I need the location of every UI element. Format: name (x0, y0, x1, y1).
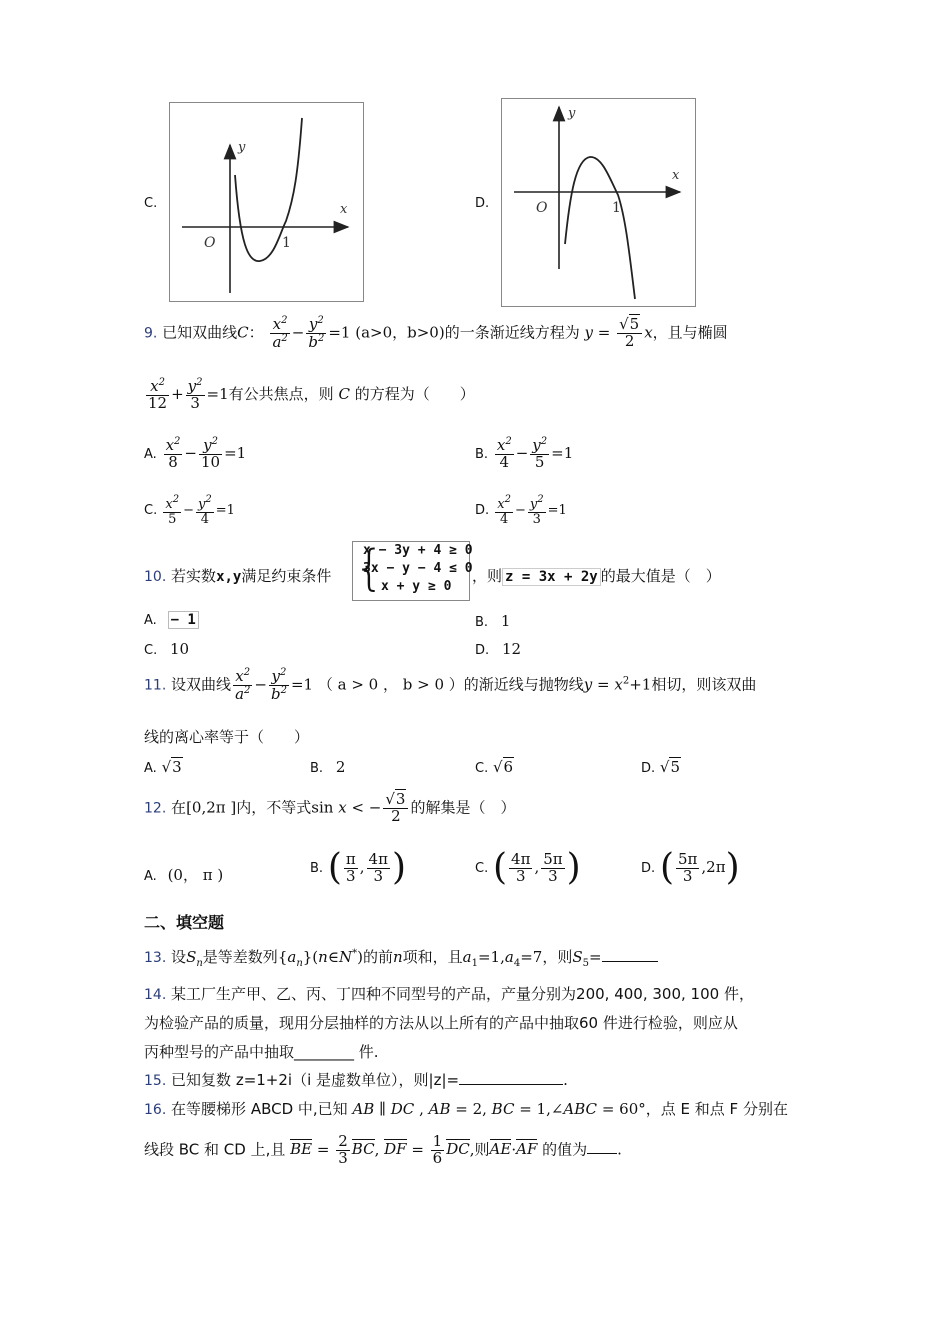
q11-condition: （ a > 0 ， b > 0 ）的渐近线与抛物线 (317, 675, 584, 694)
question-13: 13. 设$S_n$是等差数列$\{a_n\}(n\in N^*)$的前n项和，且$a_1=1,a_4=7$，则$S_5=$ (144, 946, 658, 969)
question-12: 12. 在[0,2π ]内，不等式sin x < − $\frac{√3}{2}$ 的解集是（ ） (144, 790, 516, 825)
q11-option-a[interactable]: A. √3 (144, 758, 182, 776)
question-15 (144, 1069, 568, 1090)
q9-option-a[interactable]: A. $\frac{x^2}{8}$ − $\frac{y^2}{10}$ =1 (144, 436, 247, 471)
curve-d (565, 157, 635, 299)
q9-text2: ，且与椭圆 (652, 323, 728, 342)
q11-frac-y: $\frac{y^2}{b^2}$ (270, 667, 287, 703)
q12-interval: [0,2π ] (186, 798, 237, 817)
q9-b-dx: 4 (499, 452, 510, 471)
q12-c-frac1 (509, 849, 532, 885)
q12-c-bd: 3 (548, 866, 558, 885)
q12-d-frac1 (676, 849, 699, 885)
q10-option-b-label: B. (475, 615, 489, 630)
q9-text3: 有公共焦点，则 (228, 384, 334, 403)
q16-text2: 点 E 和点 F 分别在 (660, 1100, 788, 1118)
q16-frac1: $\frac{2}{3}$ (338, 1132, 348, 1167)
q9-b-ny: y (532, 436, 541, 454)
q9-a-ny: y (203, 436, 212, 454)
q12-b-b: 4π (368, 849, 388, 868)
q14-line3: 丙种型号的产品中抽取________ 件. (144, 1043, 379, 1061)
q9-a-dy: 10 (201, 452, 221, 471)
question-14 (144, 983, 754, 1004)
graph-c-x: x (340, 202, 348, 217)
q8-graph-d (501, 98, 696, 307)
q9-c-dy: 4 (200, 511, 209, 527)
q10-option-d[interactable] (475, 640, 521, 658)
q9-ellipse-x: $\frac{x^2}{12}$ (148, 377, 168, 412)
q10-text1: 若实数 (171, 567, 217, 585)
q9-text4: 的方程为（ ） (354, 384, 475, 403)
q9-asymptote-frac: $\frac{√5}{2}$ (617, 317, 642, 350)
q16-line2c: 的值为 (542, 1140, 588, 1159)
graph-c-one: 1 (282, 235, 291, 251)
q12-c-ad: 3 (515, 866, 526, 885)
q16-text1: 在等腰梯形 ABCD 中,已知 (171, 1100, 348, 1118)
q15-number: 15. (144, 1073, 167, 1089)
q10-option-d-label: D. (475, 643, 490, 658)
q11-frac-x: $\frac{x^2}{a^2}$ (235, 667, 251, 703)
q12-b-ad: 3 (346, 866, 356, 885)
q9-option-c[interactable]: C. $\frac{x^2}{5}$ − $\frac{y^2}{4}$ =1 (144, 494, 235, 527)
q16-line2a: 线段 BC 和 CD 上,且 (144, 1140, 286, 1159)
q10-text4: 的最大值是（ ） (600, 567, 721, 585)
q12-b-bd: 3 (373, 866, 383, 885)
q9-text: 已知双曲线 (162, 323, 238, 342)
q8-option-d-label: D. (475, 196, 490, 211)
q9-option-d-label: D. (475, 503, 490, 519)
graph-c-origin: O (204, 235, 216, 251)
q10-constraints (352, 540, 473, 601)
graph-d-svg (502, 99, 695, 306)
q10-option-b[interactable] (475, 612, 510, 630)
q8-option-c-label: C. (144, 196, 158, 211)
q9-b-fy: $\frac{y^2}{5}$ (532, 436, 548, 471)
q16-number: 16. (144, 1102, 167, 1118)
q9-colon: ： (248, 323, 264, 342)
q11-text2: 相切，则该双曲 (651, 675, 757, 694)
q9-d-ny: y (529, 497, 538, 512)
q9-option-c-label: C. (144, 503, 158, 519)
q10-vars: x,y (216, 569, 242, 585)
q12-frac: $\frac{√3}{2}$ (383, 792, 408, 825)
q12-c-frac2 (541, 849, 564, 885)
section-title: 二、填空题 (144, 913, 225, 932)
q12-text3: 的解集是（ ） (410, 798, 516, 817)
graph-d-one: 1 (612, 200, 621, 216)
q10-option-a-label: A. (144, 613, 157, 628)
q10-constraint-2: 3x − y − 4 ≤ 0 (363, 561, 473, 576)
q13-text5: ，则 (542, 948, 573, 966)
q15-blank[interactable] (459, 1084, 563, 1085)
q9-number: 9. (144, 325, 158, 342)
q14-number: 14. (144, 987, 167, 1003)
q9-d-fx: $\frac{x^2}{4}$ (497, 494, 512, 527)
q14-line2: 为检验产品的质量，现用分层抽样的方法从以上所有的产品中抽取60 件进行检验，则应从 (144, 1014, 738, 1032)
q13-number: 13. (144, 950, 167, 966)
q11-line2: 线的离心率等于（ ） (144, 728, 310, 746)
q9-ellipse-y: $\frac{y^2}{3}$ (187, 377, 203, 412)
q11-option-a-value: 3 (172, 758, 182, 776)
q12-option-b[interactable]: B. ( $\frac{\pi}{3}$ , $\frac{4\pi}{3}$ ) (310, 847, 406, 888)
q12-b-a: π (345, 849, 356, 868)
q9-frac-y: $\frac{y^2}{b^2}$ (308, 315, 325, 351)
q12-text2: 内，不等式 (236, 798, 312, 817)
q12-number: 12. (144, 800, 167, 817)
q15-text: 已知复数 z=1+2i（i 是虚数单位），则|z|= (171, 1071, 460, 1089)
q10-option-c-value: 10 (170, 640, 190, 658)
graph-d-x: x (672, 168, 680, 183)
q9-a-dx: 8 (168, 452, 178, 471)
question-10-tail (472, 565, 721, 586)
q11-option-d-label: D. (641, 761, 656, 776)
q9-d-dx: 4 (500, 511, 509, 527)
q9-option-b[interactable]: B. $\frac{x^2}{4}$ − $\frac{y^2}{5}$ =1 (475, 436, 574, 471)
q9-d-fy: $\frac{y^2}{3}$ (529, 494, 544, 527)
q13-blank[interactable] (602, 961, 658, 962)
q9-c-nx: x (165, 497, 173, 512)
q9-a-fy: $\frac{y^2}{10}$ (201, 436, 221, 471)
question-11: 11. 设双曲线 $\frac{x^2}{a^2}$ − $\frac{y^2}{b^2}$ =1 （ a > 0 ， b > 0 ）的渐近线与抛物线$y = x^2+1$相切，则该双曲 (144, 667, 757, 703)
question-16-line2: 线段 BC 和 CD 上,且 BE = $\frac{2}{3}$ BC, DF = $\frac{1}{6}$ DC,则AE·AF 的值为 . (144, 1132, 622, 1167)
q11-option-c[interactable]: C. √6 (475, 758, 514, 776)
q9-option-b-label: B. (475, 446, 489, 462)
q8-graph-c (169, 102, 364, 302)
q9-b-dy: 5 (534, 452, 545, 471)
graph-d-y: y (568, 106, 576, 121)
q16-frac2: $\frac{1}{6}$ (432, 1132, 443, 1167)
q12-d-ad: 3 (682, 866, 693, 885)
q12-text1: 在 (171, 798, 187, 817)
question-16: 16. 在等腰梯形 ABCD 中,已知 AB ∥ DC , AB = 2, BC = 1,∠ABC = 60°，点 E 和点 F 分别在 (144, 1100, 788, 1118)
q10-option-d-value: 12 (501, 640, 522, 658)
q12-d-b: 2π (706, 858, 726, 876)
q9-option-a-label: A. (144, 446, 157, 462)
q11-number: 11. (144, 677, 167, 694)
q10-constraint-3: x + y ≥ 0 (381, 579, 452, 594)
q12-c-b: 5π (543, 849, 563, 868)
q10-number: 10. (144, 569, 167, 585)
q12-b-frac2 (367, 849, 390, 885)
question-10 (144, 565, 331, 586)
q12-option-a-label: A. (144, 869, 157, 884)
q9-b-nx: x (496, 436, 506, 454)
q10-option-a-value: − 1 (168, 611, 199, 629)
q12-d-a: 5π (677, 849, 698, 868)
q11-text1: 设双曲线 (171, 675, 232, 694)
q9-frac-x: $\frac{x^2}{a^2}$ (272, 315, 288, 351)
graph-c-svg (170, 103, 363, 301)
q10-option-a[interactable] (144, 610, 199, 628)
question-9-line2: $\frac{x^2}{12}$ + $\frac{y^2}{3}$ =1有公共焦点，则 C 的方程为（ ） (148, 377, 475, 412)
q9-d-nx: x (497, 497, 505, 512)
q11-option-b-value: 2 (335, 758, 346, 776)
q13-text4: 项和，且 (402, 948, 463, 966)
q12-option-d-label: D. (641, 861, 656, 876)
q13-text2: 是等差数列 (202, 948, 278, 966)
q9-c-dx: 5 (168, 511, 177, 527)
q12-option-c[interactable]: C. ( $\frac{4\pi}{3}$ , $\frac{5\pi}{3}$ ) (475, 847, 581, 888)
q12-option-a[interactable] (144, 864, 223, 885)
graph-c-y: y (238, 140, 246, 155)
q11-option-d[interactable]: D. √5 (641, 758, 681, 776)
q12-b-frac1 (344, 849, 358, 885)
question-9: 9. 已知双曲线C： $\frac{x^2}{a^2}$ − $\frac{y^2}{b^2}$ =1 (a>0，b>0)的一条渐近线方程为 y = $\frac{√5}{2}$ x，且与椭圆 (144, 315, 728, 351)
q10-option-b-value: 1 (500, 612, 511, 630)
q12-option-a-value: (0， π ) (167, 866, 224, 884)
q10-constraint-1: x − 3y + 4 ≥ 0 (363, 543, 473, 558)
q9-c-fy: $\frac{y^2}{4}$ (197, 494, 212, 527)
q12-option-b-label: B. (310, 861, 324, 876)
q9-a-fx: $\frac{x^2}{8}$ (165, 436, 181, 471)
q11-option-b-label: B. (310, 761, 324, 776)
q12-c-a: 4π (511, 849, 531, 868)
q11-option-d-value: 5 (670, 758, 681, 776)
q9-c-ny: y (197, 497, 206, 512)
q9-c: C (237, 323, 249, 342)
q9-d-dy: 3 (532, 511, 541, 527)
q10-text2: 满足约束条件 (241, 567, 332, 585)
q11-option-c-label: C. (475, 761, 489, 776)
q9-condition: (a>0，b>0)的一条渐近线方程为 (355, 323, 580, 342)
q12-option-d[interactable]: D. ( $\frac{5\pi}{3}$ ,2π) (641, 847, 740, 888)
q10-text3: ，则 (472, 567, 503, 585)
q15-end: . (563, 1071, 568, 1089)
q11-option-c-value: 6 (503, 758, 514, 776)
q10-brace: { (354, 540, 385, 596)
q10-objective: z = 3x + 2y (502, 568, 601, 586)
q10-option-c[interactable] (144, 640, 189, 658)
q9-c-fx: $\frac{x^2}{5}$ (165, 494, 180, 527)
q16-line2b: 则 (474, 1140, 490, 1159)
q16-blank[interactable] (587, 1153, 617, 1154)
q9-a-nx: x (165, 436, 175, 454)
q9-b-fx: $\frac{x^2}{4}$ (496, 436, 512, 471)
q9-option-d[interactable]: D. $\frac{x^2}{4}$ − $\frac{y^2}{3}$ =1 (475, 494, 567, 527)
graph-d-origin: O (536, 200, 548, 216)
q11-option-a-label: A. (144, 761, 157, 776)
q14-line1: 某工厂生产甲、乙、丙、丁四种不同型号的产品，产量分别为200, 400, 300, 100 件， (171, 985, 754, 1003)
q13-text3: 的前 (362, 948, 393, 966)
q16-end: . (617, 1140, 622, 1159)
q11-option-b[interactable] (310, 758, 345, 776)
q13-text1: 设 (171, 948, 187, 966)
q10-option-c-label: C. (144, 643, 158, 658)
q12-option-c-label: C. (475, 861, 489, 876)
